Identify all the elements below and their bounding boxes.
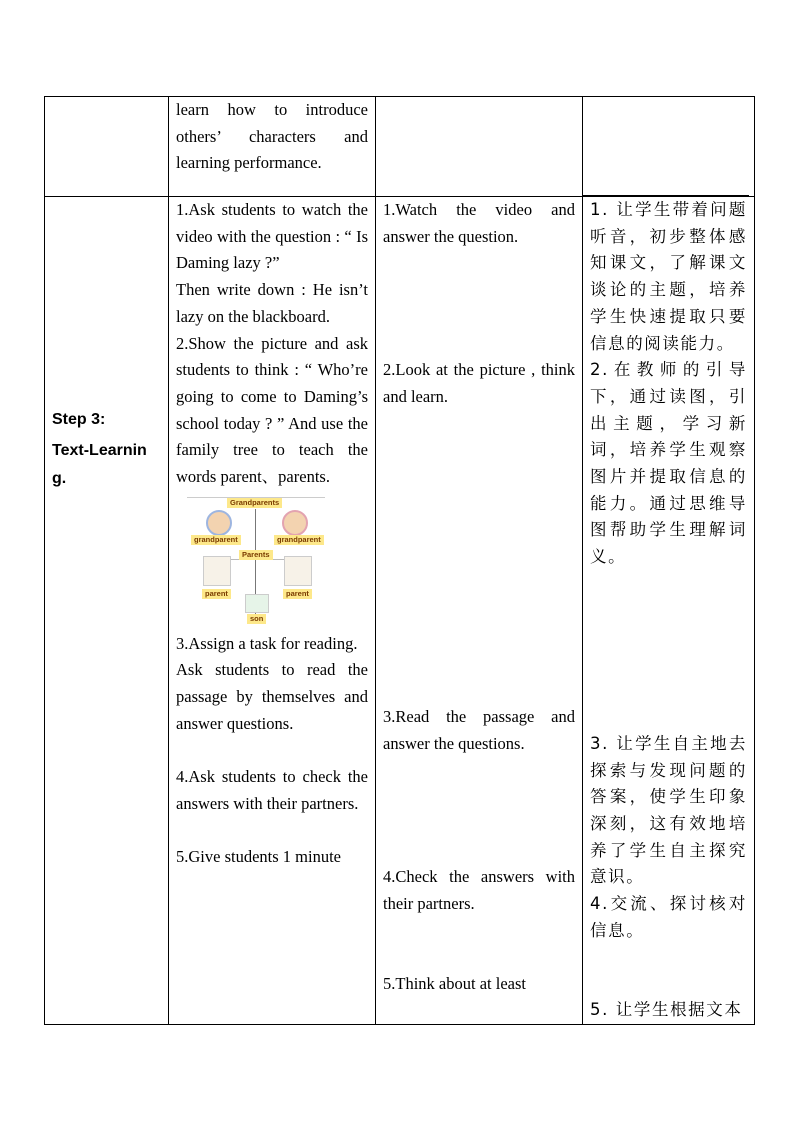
label-parents: Parents bbox=[239, 550, 273, 560]
row-divider bbox=[583, 195, 749, 196]
grandmother-icon bbox=[282, 510, 308, 536]
teacher-item-2: 2.Show the picture and ask students to think : “ Who’re going to come to Daming’s school today ? ” And use the family tree to teach the words parent、parents. bbox=[176, 333, 368, 487]
grandfather-icon bbox=[206, 510, 232, 536]
father-icon bbox=[203, 556, 231, 586]
label-parent-left: parent bbox=[202, 589, 231, 599]
teacher-objective-text: learn how to introduce others’ characters and learning performance. bbox=[176, 100, 368, 173]
purpose-item-5: 5. 让学生根据文本 bbox=[590, 1000, 743, 1020]
table-row bbox=[45, 97, 755, 197]
purpose-cell bbox=[583, 197, 755, 1025]
table-row bbox=[45, 197, 755, 1025]
step-title: Step 3: bbox=[52, 411, 106, 428]
label-parent-right: parent bbox=[283, 589, 312, 599]
label-grandparent-left: grandparent bbox=[191, 535, 241, 545]
teacher-activity-cell bbox=[169, 97, 376, 197]
purpose-item-4: 4.交流、探讨核对信息。 bbox=[590, 894, 747, 940]
mother-icon bbox=[284, 556, 312, 586]
label-grandparent-right: grandparent bbox=[274, 535, 324, 545]
family-tree-image bbox=[187, 497, 325, 627]
student-item-2: 2.Look at the picture , think and learn. bbox=[383, 360, 575, 407]
step-subtitle: Text-Learning. bbox=[52, 442, 147, 487]
student-item-4: 4.Check the answers with their partners. bbox=[383, 867, 575, 913]
teacher-activity-cell bbox=[169, 197, 376, 1025]
step-cell-empty bbox=[45, 97, 169, 197]
son-icon bbox=[245, 594, 269, 613]
student-item-3: 3.Read the passage and answer the questions. bbox=[383, 706, 575, 753]
student-item-1: 1.Watch the video and answer the question. bbox=[383, 200, 575, 246]
label-son: son bbox=[247, 614, 266, 624]
purpose-item-2: 2.在教师的引导下，通过读图，引出主题，学习新词，培养学生观察图片并提取信息的能力。通过思维导图帮助学生理解词义。 bbox=[590, 360, 747, 567]
student-item-5: 5.Think about at least bbox=[383, 973, 526, 993]
purpose-item-1: 1. 让学生带着问题听音，初步整体感知课文，了解课文谈论的主题，培养学生快速提取只要信息的阅读能力。 bbox=[590, 200, 747, 353]
purpose-item-3: 3. 让学生自主地去探索与发现问题的答案，使学生印象深刻，这有效地培养了学生自主探究意识。 bbox=[590, 733, 747, 887]
teacher-item-1b: Then write down : He isn’t lazy on the blackboard. bbox=[176, 280, 368, 326]
teacher-item-4: 4.Ask students to check the answers with their partners. bbox=[176, 767, 368, 813]
teacher-item-3b: Ask students to read the passage by themselves and answer questions. bbox=[176, 660, 368, 733]
label-grandparents: Grandparents bbox=[227, 498, 282, 508]
purpose-cell bbox=[583, 97, 755, 197]
teacher-item-3: 3.Assign a task for reading. bbox=[176, 633, 358, 653]
step-cell bbox=[45, 197, 169, 1025]
student-activity-cell bbox=[376, 197, 583, 1025]
lesson-plan-table bbox=[44, 96, 755, 1025]
student-activity-cell bbox=[376, 97, 583, 197]
teacher-item-1: 1.Ask students to watch the video with the question : “ Is Daming lazy ?” bbox=[176, 200, 368, 273]
teacher-item-5: 5.Give students 1 minute bbox=[176, 847, 341, 867]
